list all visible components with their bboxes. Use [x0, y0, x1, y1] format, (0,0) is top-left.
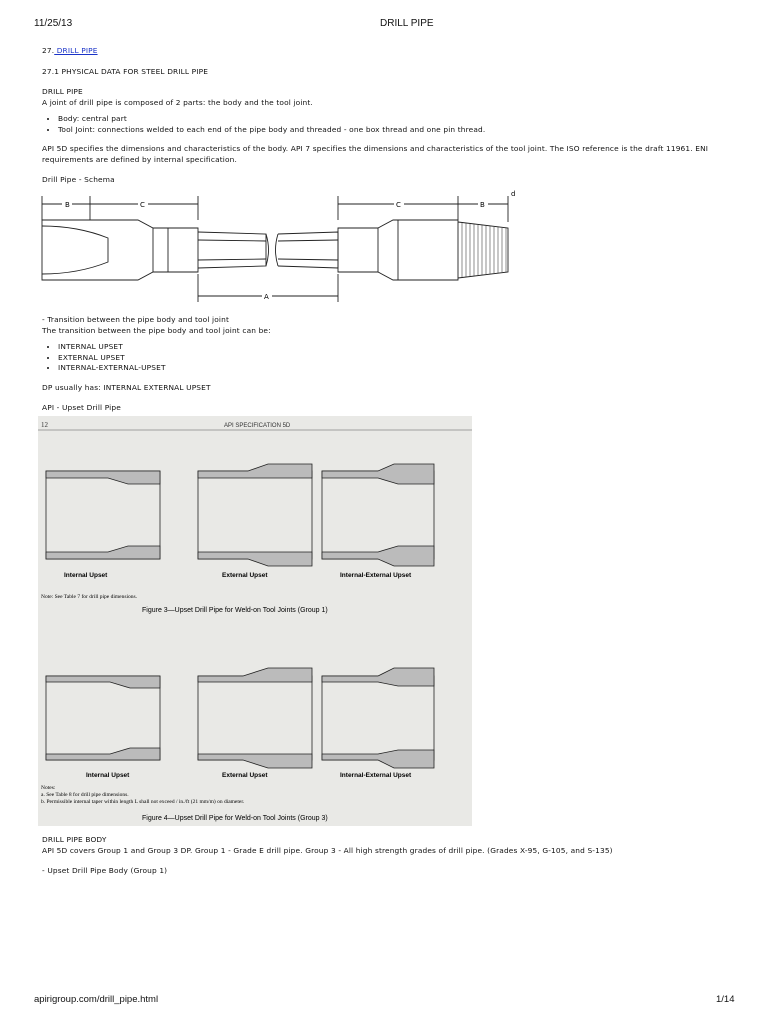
figure-3-caption: Figure 3—Upset Drill Pipe for Weld-on Tool Joints (Group 1): [142, 607, 328, 614]
section-link[interactable]: DRILL PIPE: [54, 46, 98, 55]
joint-parts-list: [42, 114, 742, 135]
dim-label-b: B: [65, 201, 70, 209]
body-subheading: - Upset Drill Pipe Body (Group 1): [42, 866, 168, 875]
intro-text: A joint of drill pipe is composed of 2 parts: the body and the tool joint.: [42, 97, 313, 107]
dim-label-d: d: [511, 190, 516, 198]
schema-caption: Drill Pipe - Schema: [42, 175, 115, 184]
upset-types-list: [42, 342, 742, 374]
dim-label-b-right: B: [480, 201, 485, 209]
api-spec-text: API 5D specifies the dimensions and characteristics of the body. API 7 specifies the dimensions and characteristics of the tool joint. The ISO reference is the draft 11961. ENI requirements are defined by internal specification.: [42, 144, 709, 164]
section-number: 27.: [42, 46, 55, 55]
api-upset-figure: [38, 416, 472, 826]
footer-page: 1/14: [716, 994, 735, 1005]
print-title: DRILL PIPE: [380, 18, 434, 29]
list-item: • EXTERNAL UPSET: [58, 353, 742, 364]
transition-text: The transition between the pipe body and tool joint can be:: [42, 325, 271, 335]
label-internal-upset-g3: Internal Upset: [86, 772, 130, 779]
transition-heading: - Transition between the pipe body and tool joint: [42, 315, 230, 324]
body-text: API 5D covers Group 1 and Group 3 DP. Group 1 - Grade E drill pipe. Group 3 - All high strength grades of drill pipe. (Grades X-95, G-105, and S-135): [42, 845, 613, 855]
figure-page-number: 12: [41, 421, 48, 429]
dim-label-c: C: [140, 201, 145, 209]
figure-spec: API SPECIFICATION 5D: [224, 423, 291, 429]
page-content: [42, 46, 742, 196]
subsection-heading: 27.1 PHYSICAL DATA FOR STEEL DRILL PIPE: [42, 66, 209, 76]
label-external-upset-g3: External Upset: [222, 772, 268, 779]
print-date: 11/25/13: [34, 18, 73, 29]
figure-note: Note: See Table 7 for drill pipe dimensions.: [41, 594, 138, 600]
intro-heading: DRILL PIPE: [42, 87, 83, 96]
list-item: • Tool Joint: connections welded to each end of the pipe body and threaded - one box thread and one pin thread.: [58, 125, 742, 136]
dim-label-c-right: C: [396, 201, 401, 209]
list-item: • INTERNAL UPSET: [58, 342, 742, 353]
label-int-ext-upset-g3: Internal-External Upset: [340, 772, 412, 779]
figure-4-caption: Figure 4—Upset Drill Pipe for Weld-on Tool Joints (Group 3): [142, 815, 328, 822]
drill-pipe-body-section: [42, 835, 742, 887]
drill-pipe-schema: [38, 190, 518, 308]
label-int-ext-upset-g1: Internal-External Upset: [340, 572, 412, 579]
body-heading: DRILL PIPE BODY: [42, 835, 107, 844]
figure-note-b: b. Permissible internal taper within length L shall not exceed / in./ft (21 mm/m) on diameter.: [41, 799, 245, 805]
api-figure-caption: API - Upset Drill Pipe: [42, 403, 121, 412]
footer-url: apirigroup.com/drill_pipe.html: [34, 994, 159, 1005]
dp-note: DP usually has: INTERNAL EXTERNAL UPSET: [42, 382, 211, 392]
list-item: • INTERNAL-EXTERNAL-UPSET: [58, 363, 742, 374]
figure-note-a: a. See Table 8 for drill pipe dimensions.: [41, 792, 129, 798]
figure-notes-title: Notes:: [41, 785, 56, 791]
section-heading: [42, 46, 742, 57]
dim-label-a: A: [264, 293, 269, 301]
label-external-upset-g1: External Upset: [222, 572, 268, 579]
transition-section: [42, 315, 742, 414]
label-internal-upset-g1: Internal Upset: [64, 572, 108, 579]
list-item: • Body: central part: [58, 114, 742, 125]
